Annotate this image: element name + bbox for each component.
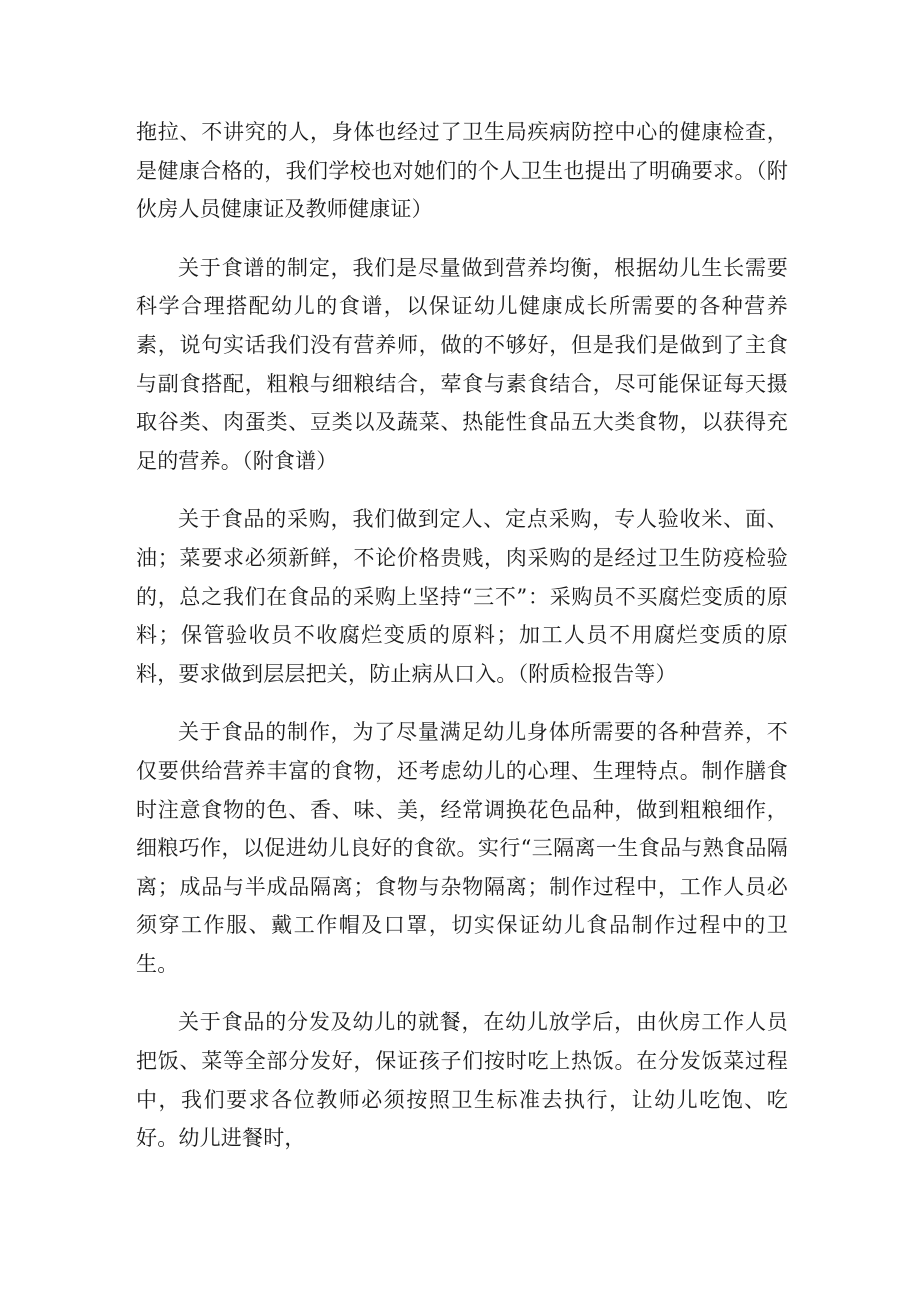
paragraph-menu-planning: 关于食谱的制定，我们是尽量做到营养均衡，根据幼儿生长需要科学合理搭配幼儿的食谱，以保证幼儿健康成长所需要的各种营养素，说句实话我们没有营养师，做的不够好，但是我们是做到了主食与副食搭配，粗粮与细粮结合，荤食与素食结合，尽可能保证每天摄取谷类、肉蛋类、豆类以及蔬菜、热能性食品五大类食物，以获得充足的营养。（附食谱） [136,255,788,473]
paragraph-food-distribution: 关于食品的分发及幼儿的就餐，在幼儿放学后，由伙房工作人员把饭、菜等全部分发好，保证孩子们按时吃上热饭。在分发饭菜过程中，我们要求各位教师必须按照卫生标准去执行，让幼儿吃饱、吃好。幼儿进餐时， [136,1010,788,1151]
document-body [136,113,788,1178]
paragraph-food-purchasing: 关于食品的采购，我们做到定人、定点采购，专人验收米、面、油；菜要求必须新鲜，不论价格贵贱，肉采购的是经过卫生防疫检验的，总之我们在食品的采购上坚持“三不”：采购员不买腐烂变质的原料；保管验收员不收腐烂变质的原料；加工人员不用腐烂变质的原料，要求做到层层把关，防止病从口入。（附质检报告等） [136,507,788,686]
paragraph-food-preparation: 关于食品的制作，为了尽量满足幼儿身体所需要的各种营养，不仅要供给营养丰富的食物，还考虑幼儿的心理、生理特点。制作膳食时注意食物的色、香、味、美，经常调换花色品种，做到粗粮细作，细粮巧作，以促进幼儿良好的食欲。实行“三隔离一生食品与熟食品隔离；成品与半成品隔离；食物与杂物隔离；制作过程中，工作人员必须穿工作服、戴工作帽及口罩，切实保证幼儿食品制作过程中的卫生。 [136,720,788,976]
paragraph-staff-health: 拖拉、不讲究的人，身体也经过了卫生局疾病防控中心的健康检查，是健康合格的，我们学校也对她们的个人卫生也提出了明确要求。（附伙房人员健康证及教师健康证） [136,120,788,222]
